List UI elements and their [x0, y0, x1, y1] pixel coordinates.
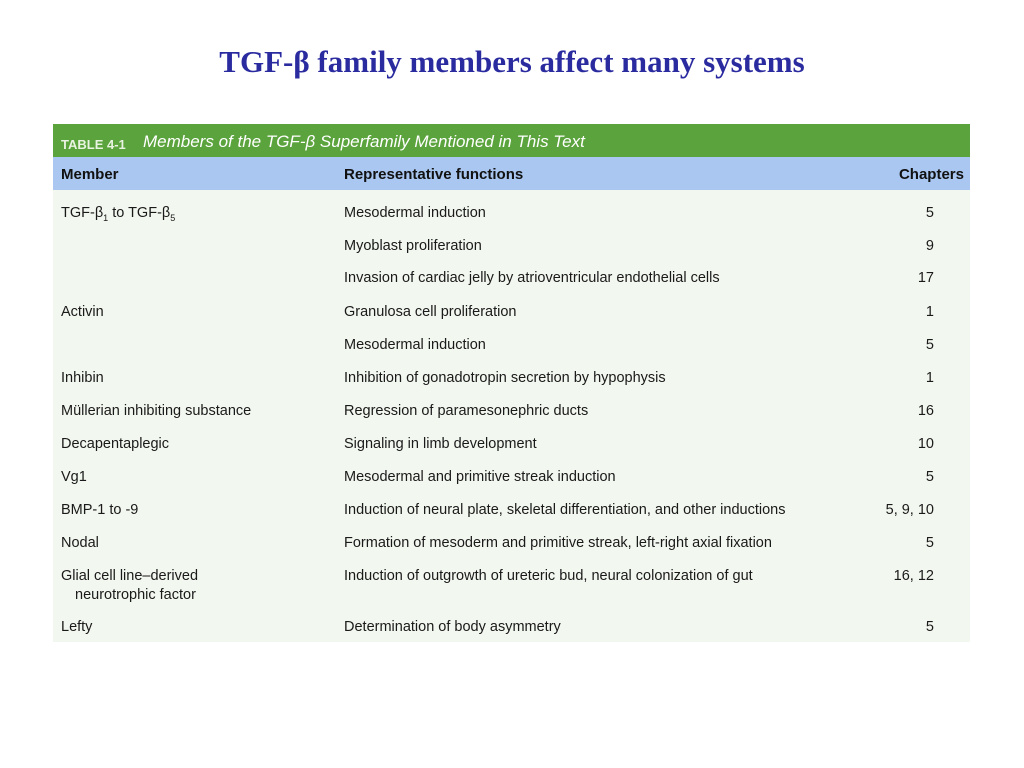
- row-member: Activin: [61, 304, 104, 320]
- table-title: Members of the TGF-β Superfamily Mentioned in This Text: [143, 132, 585, 151]
- header-functions: Representative functions: [344, 166, 524, 183]
- row-chapters: 5: [925, 535, 934, 551]
- row-member: Nodal: [61, 535, 99, 551]
- row-function: Myoblast proliferation: [344, 238, 482, 254]
- row-function: Formation of mesoderm and primitive streak, left-right axial fixation: [344, 535, 772, 551]
- row-member: BMP-1 to -9: [61, 502, 139, 518]
- table-caption-bar: [53, 124, 970, 157]
- row-function: Inhibition of gonadotropin secretion by hypophysis: [344, 370, 666, 386]
- row-function: Mesodermal induction: [344, 337, 486, 353]
- row-function: Induction of outgrowth of ureteric bud, neural colonization of gut: [344, 568, 753, 584]
- row-member: Glial cell line–derived neurotrophic factor: [61, 568, 199, 603]
- row-chapters: 10: [917, 436, 934, 452]
- row-chapters: 9: [925, 238, 934, 254]
- row-chapters: 5: [925, 205, 934, 221]
- row-function: Mesodermal and primitive streak induction: [344, 469, 616, 485]
- row-chapters: 1: [925, 304, 934, 320]
- row-function: Induction of neural plate, skeletal differentiation, and other inductions: [344, 502, 786, 518]
- row-member: Lefty: [61, 619, 93, 635]
- row-chapters: 5: [925, 337, 934, 353]
- table-header-row: [53, 157, 970, 190]
- row-function: Regression of paramesonephric ducts: [344, 403, 589, 419]
- row-chapters: 17: [917, 270, 934, 286]
- header-member: Member: [61, 166, 119, 183]
- row-member: Müllerian inhibiting substance: [61, 403, 252, 419]
- data-table: [53, 124, 970, 642]
- row-member: TGF-$\beta_1$ to TGF-$\beta_5$: [61, 205, 176, 223]
- row-function: Granulosa cell proliferation: [344, 304, 517, 320]
- row-chapters: 1: [925, 370, 934, 386]
- row-chapters: 16: [917, 403, 934, 419]
- row-function: Signaling in limb development: [344, 436, 537, 452]
- row-chapters: 5: [925, 469, 934, 485]
- table-label: TABLE 4-1: [61, 137, 126, 152]
- header-chapters: Chapters: [898, 166, 964, 183]
- row-member: Inhibin: [61, 370, 104, 386]
- row-member: Vg1: [61, 469, 87, 485]
- slide-title: TGF-β family members affect many systems: [219, 44, 805, 79]
- row-function: Mesodermal induction: [344, 205, 486, 221]
- row-chapters: 16, 12: [893, 568, 934, 584]
- row-member: Decapentaplegic: [61, 436, 170, 452]
- row-function: Invasion of cardiac jelly by atrioventricular endothelial cells: [344, 270, 720, 286]
- row-chapters: 5: [925, 619, 934, 635]
- row-chapters: 5, 9, 10: [885, 502, 934, 518]
- row-function: Determination of body asymmetry: [344, 619, 561, 635]
